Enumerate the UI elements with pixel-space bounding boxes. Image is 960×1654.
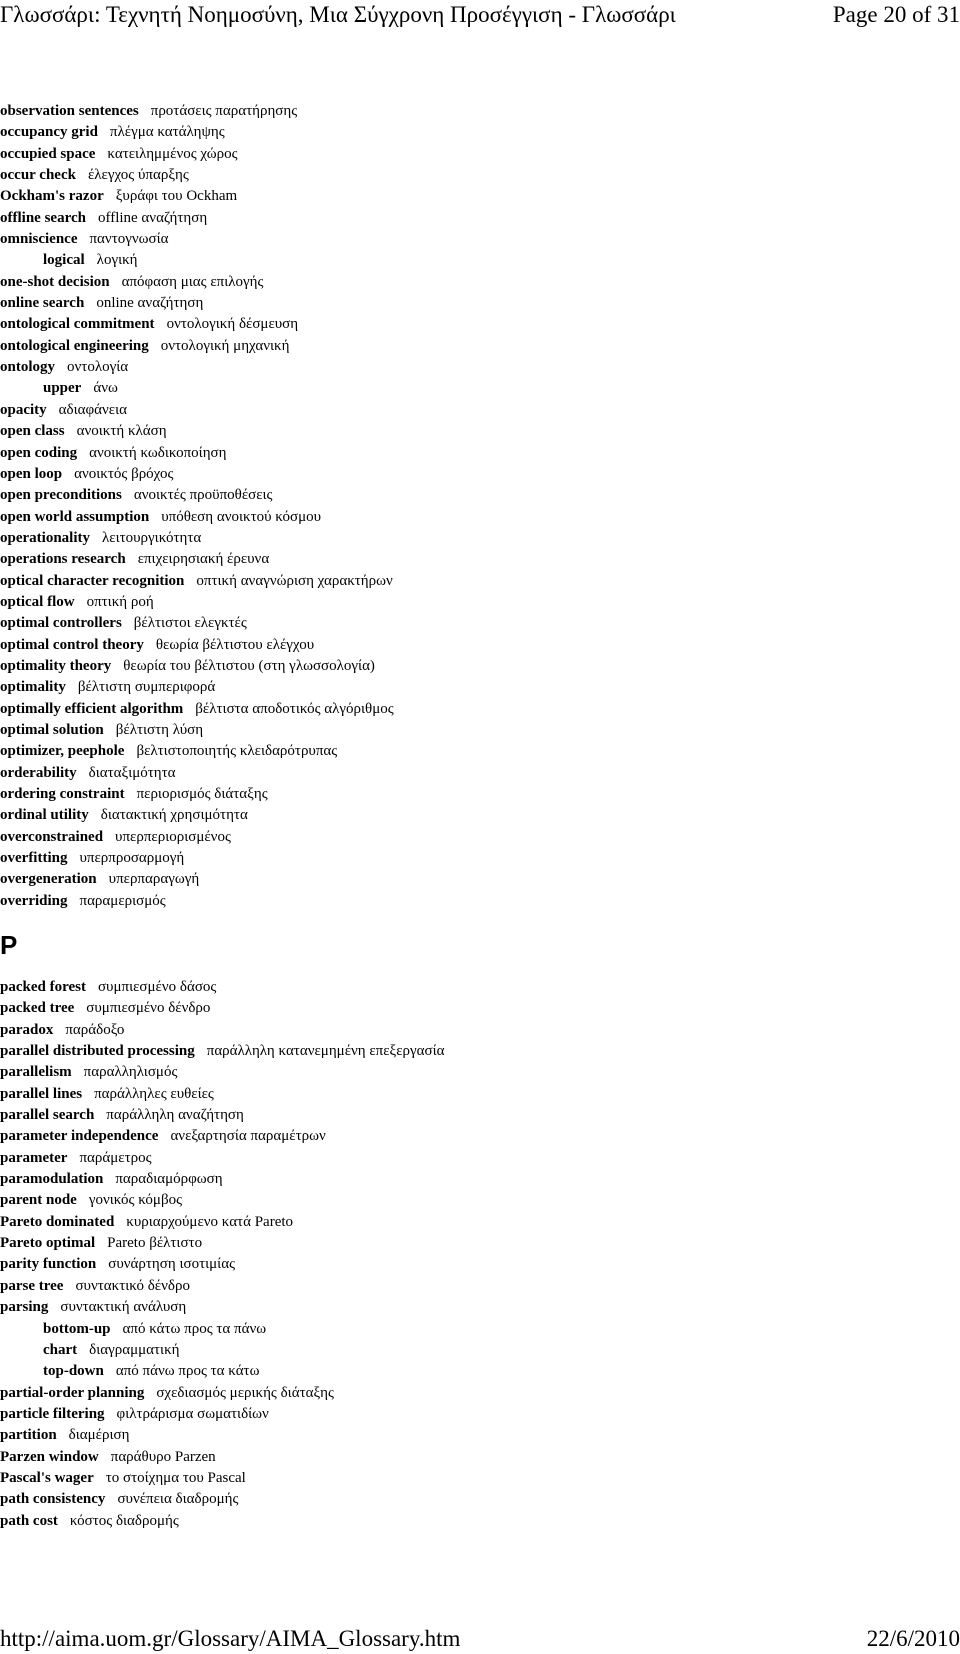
entry-term: optical character recognition	[0, 572, 185, 589]
entry-translation: περιορισμός διάταξης	[136, 786, 268, 802]
glossary-entry	[0, 1254, 960, 1275]
entry-translation: ανοικτή κλάση	[76, 423, 167, 440]
glossary-entry	[0, 1404, 960, 1425]
entry-translation: οντολογική δέσμευση	[166, 316, 299, 333]
glossary-entry	[0, 827, 960, 848]
entry-term: path consistency	[0, 1491, 106, 1508]
entry-translation: παράθυρο Parzen	[110, 1448, 216, 1465]
entry-translation: παραμερισμός	[79, 892, 166, 909]
entry-translation: πλέγμα κατάληψης	[109, 124, 225, 141]
entry-translation: από πάνω προς τα κάτω	[115, 1363, 260, 1380]
entry-term: open class	[0, 423, 65, 440]
entry-translation: παραλληλισμός	[83, 1064, 178, 1081]
entry-term: parsing	[0, 1299, 49, 1316]
entry-term: ontological engineering	[0, 337, 149, 354]
entry-translation: θεωρία βέλτιστου ελέγχου	[155, 636, 315, 653]
entry-term: open world assumption	[0, 508, 150, 525]
footer-date: 22/6/2010	[866, 1626, 960, 1651]
entry-translation: οντολογική μηχανική	[160, 337, 290, 354]
entry-term: overriding	[0, 892, 68, 909]
glossary-entry	[0, 144, 960, 165]
entry-term: opacity	[0, 401, 47, 418]
page-header	[0, 0, 960, 36]
entry-term: one-shot decision	[0, 273, 110, 290]
glossary-entry	[0, 1062, 960, 1083]
glossary-entry	[0, 869, 960, 890]
entry-term: occupancy grid	[0, 124, 98, 141]
entry-translation: επιχειρησιακή έρευνα	[137, 551, 270, 568]
footer-url: http://aima.uom.gr/Glossary/AIMA_Glossary.htm	[0, 1626, 461, 1651]
entry-term: paradox	[0, 1021, 54, 1038]
entry-term: Ockham's razor	[0, 188, 104, 205]
entry-term: ordinal utility	[0, 807, 89, 824]
entry-translation: βελτιστοποιητής κλειδαρότρυπας	[136, 743, 338, 760]
entry-term: optimally efficient algorithm	[0, 700, 184, 717]
glossary-entry	[0, 635, 960, 656]
entry-translation: παραδιαμόρφωση	[115, 1171, 223, 1188]
entry-term: Pascal's wager	[0, 1469, 94, 1486]
entry-term: parameter independence	[0, 1128, 159, 1145]
entry-term: parent node	[0, 1192, 77, 1209]
glossary-entry	[0, 1020, 960, 1041]
entry-translation: έλεγχος ύπαρξης	[87, 167, 189, 184]
entry-term: optimality	[0, 679, 66, 696]
glossary-entry	[0, 1425, 960, 1446]
glossary-entry	[0, 421, 960, 442]
entry-term: upper	[43, 380, 82, 397]
entry-term: optimality theory	[0, 657, 112, 674]
entry-term: occur check	[0, 167, 76, 184]
glossary-list-p	[0, 977, 960, 1532]
glossary-entry	[0, 656, 960, 677]
glossary-entry	[0, 1126, 960, 1147]
entry-term: orderability	[0, 764, 77, 781]
entry-term: bottom-up	[43, 1320, 111, 1337]
glossary-entry	[0, 699, 960, 720]
entry-term: Parzen window	[0, 1448, 99, 1465]
entry-translation: διαταξιμότητα	[88, 764, 176, 781]
entry-translation: ξυράφι του Ockham	[115, 188, 238, 205]
entry-translation: κόστος διαδρομής	[69, 1512, 179, 1529]
entry-term: parallel search	[0, 1107, 95, 1124]
glossary-entry	[0, 1233, 960, 1254]
glossary-entry	[0, 464, 960, 485]
entry-translation: online αναζήτηση	[96, 295, 204, 312]
glossary-entry	[0, 1041, 960, 1062]
entry-translation: ανοικτές προϋποθέσεις	[133, 487, 273, 504]
glossary-entry	[0, 1297, 960, 1318]
entry-translation: παράμετρος	[79, 1149, 152, 1166]
glossary-entry	[0, 293, 960, 314]
entry-translation: οπτική ροή	[86, 593, 154, 610]
entry-translation: συμπιεσμένο δάσος	[97, 979, 217, 995]
entry-translation: από κάτω προς τα πάνω	[122, 1320, 267, 1337]
entry-translation: οπτική αναγνώριση χαρακτήρων	[196, 572, 393, 589]
glossary-entry	[0, 272, 960, 293]
glossary-entry	[0, 1489, 960, 1510]
glossary-entry	[0, 1340, 960, 1361]
entry-translation: άνω	[93, 380, 118, 397]
entry-term: optimal solution	[0, 721, 104, 738]
glossary-entry	[0, 101, 960, 122]
entry-translation: offline αναζήτηση	[97, 209, 208, 226]
entry-term: overconstrained	[0, 828, 104, 845]
entry-translation: θεωρία του βέλτιστου (στη γλωσσολογία)	[123, 657, 375, 674]
glossary-entry	[0, 891, 960, 912]
glossary-entry	[0, 549, 960, 570]
entry-term: operations research	[0, 551, 126, 568]
entry-term: paramodulation	[0, 1171, 104, 1188]
entry-translation: βέλτιστη συμπεριφορά	[77, 679, 216, 696]
glossary-entry	[0, 400, 960, 421]
glossary-entry	[0, 763, 960, 784]
page-number: Page 20 of 31	[832, 2, 960, 27]
entry-translation: υπόθεση ανοικτού κόσμου	[161, 508, 322, 525]
glossary-entry	[0, 613, 960, 634]
entry-term: open coding	[0, 444, 78, 461]
entry-term: chart	[43, 1341, 78, 1358]
entry-term: logical	[43, 252, 85, 269]
glossary-entry	[0, 741, 960, 762]
entry-translation: διαγραμματική	[89, 1341, 180, 1358]
entry-term: ordering constraint	[0, 786, 125, 802]
entry-translation: σχεδιασμός μερικής διάταξης	[156, 1384, 334, 1401]
glossary-entry	[0, 1105, 960, 1126]
entry-term: parallelism	[0, 1064, 72, 1081]
entry-translation: παράλληλες ευθείες	[94, 1085, 214, 1102]
entry-translation: Pareto βέλτιστο	[107, 1235, 203, 1252]
glossary-entry	[0, 1468, 960, 1489]
entry-term: parallel distributed processing	[0, 1043, 195, 1060]
glossary-entry	[0, 571, 960, 592]
entry-term: parallel lines	[0, 1085, 83, 1102]
entry-translation: παράδοξο	[65, 1021, 125, 1038]
entry-term: parameter	[0, 1149, 68, 1166]
entry-translation: γονικός κόμβος	[88, 1192, 183, 1209]
entry-translation: συντακτικό δένδρο	[75, 1277, 190, 1294]
entry-translation: συντακτική ανάλυση	[60, 1299, 187, 1316]
entry-term: ontological commitment	[0, 316, 155, 333]
entry-term: overfitting	[0, 850, 68, 867]
entry-translation: βέλτιστοι ελεγκτές	[133, 615, 247, 632]
entry-term: parity function	[0, 1256, 97, 1273]
glossary-entry	[0, 1169, 960, 1190]
glossary-entry	[0, 1276, 960, 1297]
glossary-entry	[0, 507, 960, 528]
glossary-entry	[0, 186, 960, 207]
entry-translation: βέλτιστα αποδοτικός αλγόριθμος	[195, 700, 394, 717]
glossary-entry	[0, 165, 960, 186]
entry-term: occupied space	[0, 145, 96, 162]
entry-term: path cost	[0, 1512, 58, 1529]
entry-translation: υπερπεριορισμένος	[115, 828, 231, 845]
glossary-entry	[0, 998, 960, 1019]
glossary-entry	[0, 1361, 960, 1382]
entry-term: packed tree	[0, 1000, 75, 1017]
entry-translation: λογική	[96, 252, 138, 269]
entry-translation: κατειλημμένος χώρος	[107, 145, 238, 162]
entry-term: overgeneration	[0, 871, 97, 888]
glossary-entry	[0, 805, 960, 826]
glossary-entry	[0, 229, 960, 250]
glossary-entry	[0, 677, 960, 698]
glossary-entry	[0, 784, 960, 805]
entry-term: optimizer, peephole	[0, 743, 125, 760]
entry-translation: λειτουργικότητα	[102, 529, 202, 546]
entry-translation: παράλληλη κατανεμημένη επεξεργασία	[206, 1043, 445, 1060]
glossary-entry	[0, 1148, 960, 1169]
glossary-entry	[0, 720, 960, 741]
entry-term: open loop	[0, 465, 63, 482]
entry-translation: συνάρτηση ισοτιμίας	[108, 1256, 236, 1273]
entry-term: packed forest	[0, 979, 86, 995]
entry-translation: προτάσεις παρατήρησης	[150, 103, 298, 119]
entry-translation: βέλτιστη λύση	[115, 721, 204, 738]
glossary-entry	[0, 250, 960, 271]
entry-translation: υπερπαραγωγή	[108, 871, 200, 888]
entry-translation: φιλτράρισμα σωματιδίων	[116, 1405, 269, 1422]
entry-term: open preconditions	[0, 487, 122, 504]
entry-term: top-down	[43, 1363, 104, 1380]
entry-translation: παντογνωσία	[89, 231, 169, 248]
glossary-entry	[0, 528, 960, 549]
glossary-entry	[0, 443, 960, 464]
page-title: Γλωσσάρι: Τεχνητή Νοημοσύνη, Μια Σύγχρονη Προσέγγιση - Γλωσσάρι	[0, 2, 676, 27]
glossary-entry	[0, 1511, 960, 1532]
entry-translation: ανοικτή κωδικοποίηση	[89, 444, 227, 461]
glossary-entry	[0, 1212, 960, 1233]
entry-term: ontology	[0, 359, 56, 376]
glossary-entry	[0, 1383, 960, 1404]
glossary-entry	[0, 378, 960, 399]
entry-translation: συνέπεια διαδρομής	[117, 1491, 239, 1508]
entry-term: offline search	[0, 209, 86, 226]
entry-translation: συμπιεσμένο δένδρο	[86, 1000, 211, 1017]
entry-term: Pareto optimal	[0, 1235, 96, 1252]
entry-translation: αδιαφάνεια	[58, 401, 127, 418]
entry-translation: κυριαρχούμενο κατά Pareto	[126, 1213, 294, 1230]
entry-term: particle filtering	[0, 1405, 105, 1422]
entry-term: Pareto dominated	[0, 1213, 115, 1230]
entry-term: observation sentences	[0, 103, 139, 119]
entry-translation: ανοικτός βρόχος	[74, 465, 174, 482]
entry-term: optimal control theory	[0, 636, 144, 653]
glossary-entry	[0, 1319, 960, 1340]
glossary-entry	[0, 357, 960, 378]
entry-term: optical flow	[0, 593, 75, 610]
entry-term: operationality	[0, 529, 90, 546]
section-letter-heading: P	[0, 930, 18, 960]
glossary-entry	[0, 848, 960, 869]
entry-translation: απόφαση μιας επιλογής	[121, 273, 264, 290]
entry-term: omniscience	[0, 231, 78, 248]
entry-translation: οντολογία	[67, 359, 129, 376]
entry-term: partition	[0, 1427, 57, 1444]
entry-translation: διατακτική χρησιμότητα	[100, 807, 248, 824]
entry-term: partial-order planning	[0, 1384, 145, 1401]
entry-translation: διαμέριση	[68, 1427, 130, 1444]
glossary-entry	[0, 208, 960, 229]
entry-term: optimal controllers	[0, 615, 122, 632]
glossary-entry	[0, 485, 960, 506]
entry-term: parse tree	[0, 1277, 64, 1294]
entry-translation: το στοίχημα του Pascal	[105, 1469, 246, 1486]
glossary-entry	[0, 336, 960, 357]
entry-term: online search	[0, 295, 85, 312]
glossary-entry	[0, 122, 960, 143]
entry-translation: υπερπροσαρμογή	[79, 850, 185, 867]
glossary-entry	[0, 592, 960, 613]
entry-translation: παράλληλη αναζήτηση	[106, 1107, 244, 1124]
glossary-entry	[0, 1190, 960, 1211]
glossary-list-o	[0, 101, 960, 912]
glossary-entry	[0, 1447, 960, 1468]
glossary-entry	[0, 314, 960, 335]
glossary-entry	[0, 1084, 960, 1105]
entry-translation: ανεξαρτησία παραμέτρων	[170, 1128, 326, 1145]
glossary-entry	[0, 977, 960, 998]
